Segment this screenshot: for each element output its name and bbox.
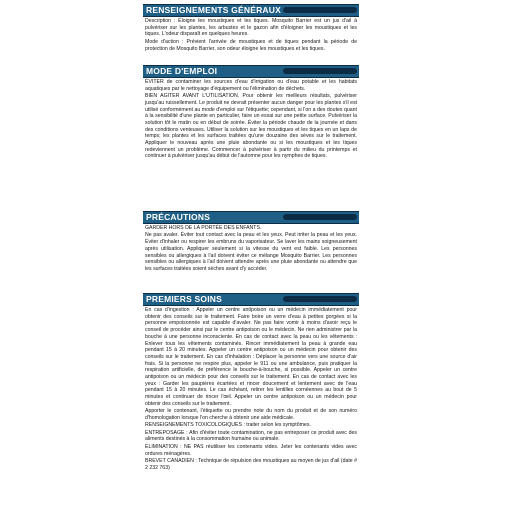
section-title: MODE D'EMPLOI bbox=[146, 66, 218, 76]
paragraph: BREVET CANADIEN : Technique de répulsion des moustiques au moyen de jus d'ail (date # 2 232 763) bbox=[145, 457, 357, 471]
paragraph: Mode d'action : Prévient l'arrivée de moustiques et de tiques pendant la période de protection de Mosquito Barrier, son odeur éloigne les moustiques et les tiques. bbox=[145, 38, 357, 52]
section-header-band bbox=[143, 4, 359, 17]
section-body bbox=[145, 79, 357, 161]
section-body bbox=[145, 225, 357, 273]
paragraph: Apporter le contenant, l'étiquette ou prendre note du nom du produit et de son numéro d'homologation lorsque l'on cherche à obtenir une aide médicale. bbox=[145, 408, 357, 421]
section-header-band bbox=[143, 293, 359, 306]
paragraph: GARDER HORS DE LA PORTÉE DES ENFANTS. bbox=[145, 225, 262, 231]
section-header-band bbox=[143, 211, 359, 224]
section-body bbox=[145, 307, 357, 472]
section-title: RENSEIGNEMENTS GÉNÉRAUX bbox=[146, 5, 281, 15]
section-title: PREMIERS SOINS bbox=[146, 294, 223, 304]
paragraph: RENSEIGNEMENTS TOXICOLOGIQUES : traiter selon les symptômes. bbox=[145, 422, 311, 429]
section-body bbox=[145, 18, 357, 53]
paragraph: ÉLIMINATION : NE PAS réutiliser les contenants vides. Jeter les contenants vides avec ordures ménagères. bbox=[145, 443, 357, 457]
paragraph: En cas d'ingestion : Appeler un centre antipoison ou un médecin immédiatement pour obtenir des conseils sur le traitement. Faire boire un verre d'eau à petites gorgées si la personne empoisonnée est capable d'avaler. Ne pas faire vomir à moins d'avoir reçu le conseil de procéder ainsi par le centre antipoison ou le médecin. Ne rien administrer par la bouche à une personne inconsciente. En cas de contact avec la peau ou les vêtements : Enlever tous les vêtements contaminés. Rincer immédiatement la peau à grande eau pendant 15 à 20 minutes. Appeler un centre antipoison ou un médecin pour obtenir des conseils sur le traitement. En cas d'inhalation : Déplacer la personne vers une source d'air frais. Si la personne ne respire plus, appeler le 911 ou une ambulance, puis pratiquer la respiration artificielle, de préférence le bouche-à-bouche, si possible. Appeler un centre antipoison ou un médecin pour des conseils sur le traitement. En cas de contact avec les yeux : Garder les paupières écartées et rincer doucement et lentement avec de l'eau pendant 15 à 20 minutes. Le cas échéant, retirer les lentilles cornéennes au bout de 5 minutes et continuer de rincer l'œil. Appeler un centre antipoison ou un médecin pour obtenir des conseils sur le traitement. bbox=[145, 307, 357, 407]
paragraph: Description : Éloigne les moustiques et les tiques. Mosquito Barrier est un jus d'ail à pulvériser sur les plantes, les arbustes et le gazon afin d'éloigner les moustiques et les tiques. L'odeur disparaît en quelques heures. bbox=[145, 18, 357, 38]
paragraph: ÉVITER de contaminer les sources d'eau d'irrigation ou d'eau potable et les habitats aquatiques par le nettoyage d'équipement ou l'élimination de déchets. bbox=[145, 79, 357, 92]
header-decor-bar bbox=[283, 296, 357, 302]
header-decor-bar bbox=[283, 68, 357, 74]
paragraph: BIEN AGITER AVANT L'UTILISATION. Pour obtenir les meilleurs résultats, pulvériser jusqu'au ruissellement. Le produit ne devrait présenter aucun danger pour les plantes s'il est utilisé conformément au mode d'emploi sur l'étiquette; cependant, si l'on a des doutes quant à la sensibilité d'une plante en particulier, faire un essai sur une petite surface. Pulvériser la solution tôt le matin ou en début de soirée. Éviter la période chaude de la journée et dans des conditions venteuses. Utiliser la solution sur les moustiques et les tiques en un laps de temps; les plantes et les surfaces traitées qu'une douzaine des sèves sur le traitement. Appliquer le nouveau après une pluie abondante ou si les moustiques et les tiques redeviennent un problème. Commencer à pulvériser à partir du milieu du printemps et continuer à pulvériser jusqu'au début de l'automne pour les nymphes de tiques. bbox=[145, 93, 357, 160]
paragraph: ENTREPOSAGE : Afin d'éviter toute contamination, ne pas entreposer ce produit avec des aliments destinés à la consommation humaine ou animale. bbox=[145, 429, 357, 443]
paragraph: Ne pas avaler. Éviter tout contact avec la peau et les yeux. Peut irriter la peau et les yeux. Éviter d'inhaler ou respirer les embruns du vaporisateur. Se laver les mains soigneusement après utilisation. Appliquer seulement si la vitesse du vent est faible. Les personnes sensibles ou allergiques à l'ail doivent éviter ce mélange Mosquito Barrier. Les personnes sensibles ou allergiques à l'ail doivent attendre après une pluie abondante ou attendre que les surfaces traitées soient sèches avant d'y accéder. bbox=[145, 232, 357, 272]
section-title: PRÉCAUTIONS bbox=[146, 212, 211, 222]
section-header-band bbox=[143, 65, 359, 78]
header-decor-bar bbox=[283, 214, 357, 220]
header-decor-bar bbox=[283, 7, 357, 13]
